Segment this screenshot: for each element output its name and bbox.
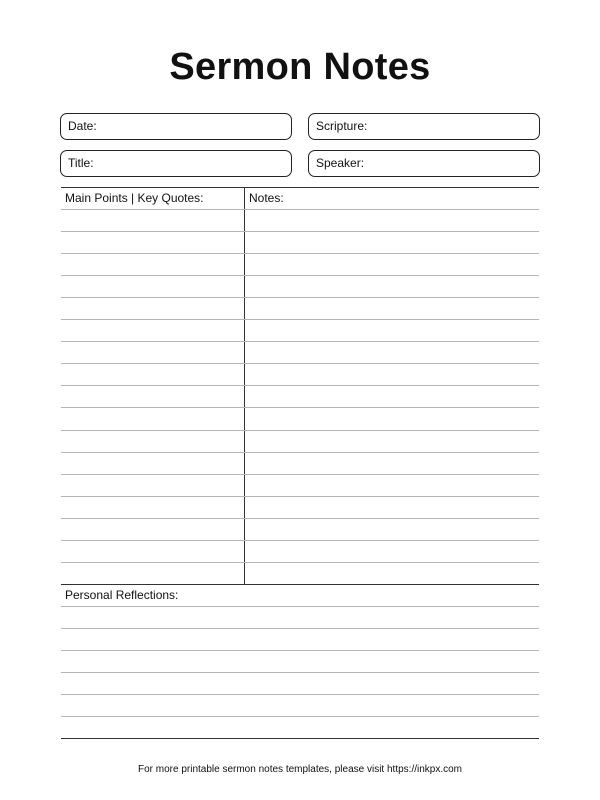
- personal-reflections-label: Personal Reflections:: [65, 588, 179, 602]
- notes-ruled-line: [61, 540, 539, 541]
- reflection-ruled-line: [61, 650, 539, 651]
- notes-ruled-line: [61, 209, 539, 210]
- notes-ruled-line: [61, 231, 539, 232]
- reflection-ruled-line: [61, 606, 539, 607]
- reflections-section-top-border: [61, 584, 539, 585]
- title-label: Title:: [68, 156, 94, 170]
- notes-ruled-line: [61, 474, 539, 475]
- scripture-field[interactable]: [308, 113, 540, 140]
- reflection-ruled-line: [61, 694, 539, 695]
- speaker-field[interactable]: [308, 150, 540, 177]
- reflections-section-bottom-border: [61, 738, 539, 739]
- date-field[interactable]: [60, 113, 292, 140]
- notes-ruled-line: [61, 407, 539, 408]
- main-points-label: Main Points | Key Quotes:: [65, 191, 204, 205]
- notes-ruled-line: [61, 496, 539, 497]
- notes-ruled-line: [61, 452, 539, 453]
- notes-ruled-line: [61, 385, 539, 386]
- title-field[interactable]: [60, 150, 292, 177]
- notes-ruled-line: [61, 297, 539, 298]
- speaker-label: Speaker:: [316, 156, 365, 170]
- footer-text: For more printable sermon notes templates, please visit https://inkpx.com: [137, 764, 463, 775]
- notes-ruled-line: [61, 363, 539, 364]
- reflection-ruled-line: [61, 716, 539, 717]
- notes-ruled-line: [61, 562, 539, 563]
- page-title: Sermon Notes: [169, 46, 431, 88]
- notes-ruled-line: [61, 275, 539, 276]
- notes-section-top-border: [61, 187, 539, 188]
- notes-ruled-line: [61, 341, 539, 342]
- notes-ruled-line: [61, 430, 539, 431]
- notes-ruled-line: [61, 253, 539, 254]
- reflection-ruled-line: [61, 672, 539, 673]
- reflection-ruled-line: [61, 628, 539, 629]
- notes-ruled-line: [61, 518, 539, 519]
- scripture-label: Scripture:: [316, 119, 368, 133]
- date-label: Date:: [68, 119, 97, 133]
- notes-ruled-line: [61, 319, 539, 320]
- notes-label: Notes:: [249, 191, 284, 205]
